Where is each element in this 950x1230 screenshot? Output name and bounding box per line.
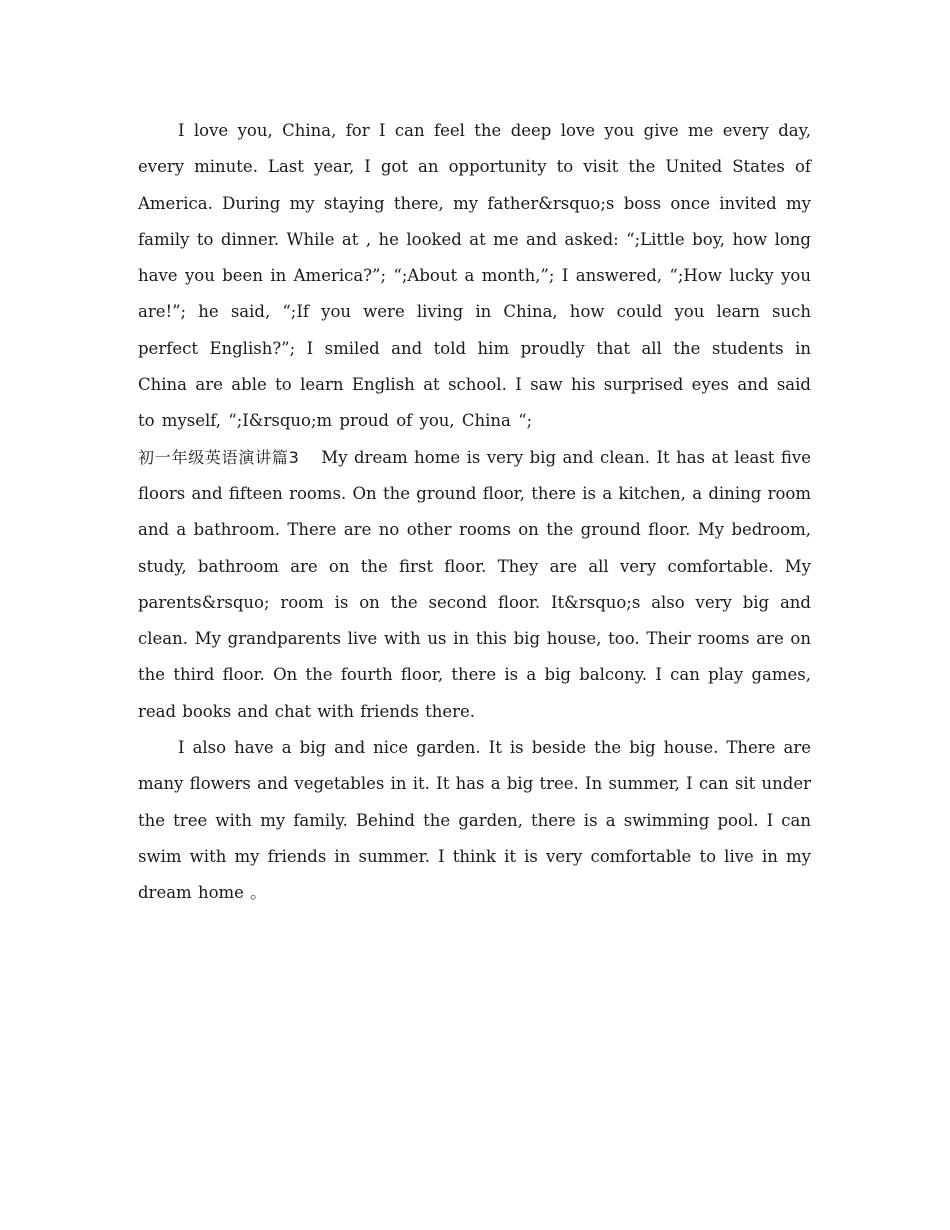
paragraph-china-speech: I love you, China, for I can feel the deep love you give me every day, every minute. Last year, I got an opportunity to visit the United States of America. During my staying there, my father&rsquo;s boss once invited my family to dinner. While at , he looked at me and asked: “;Little boy, how long have you been in America?”; “;About a month,”; I answered, “;How lucky you are!”; he said, “;If you were living in China, how could you learn such perfect English?”; I smiled and told him proudly that all the students in China are able to learn English at school. I saw his surprised eyes and said to myself, “;I&rsquo;m proud of you, China “; (138, 121, 811, 431)
paragraph-dream-home-text: My dream home is very big and clean. It has at least five floors and fifteen rooms. On the ground floor, there is a kitchen, a dining room and a bathroom. There are no other rooms on the ground floor. My bedroom, study, bathroom are on the first floor. They are all very comfortable. My parents&rsquo; room is on the second floor. It&rsquo;s also very big and clean. My grandparents live with us in this big house, too. Their rooms are on the third floor. On the fourth floor, there is a big balcony. I can play games, read books and chat with friends there. (138, 447, 811, 721)
document-page (138, 113, 811, 912)
paragraph-garden: I also have a big and nice garden. It is beside the big house. There are many flowers and vegetables in it. It has a big tree. In summer, I can sit under the tree with my family. Behind the garden, there is a swimming pool. I can swim with my friends in summer. I think it is very comfortable to live in my dream home 。 (138, 738, 811, 903)
paragraph-dream-home (138, 440, 811, 730)
section-heading: 初一年级英语演讲篇3 (138, 447, 300, 467)
